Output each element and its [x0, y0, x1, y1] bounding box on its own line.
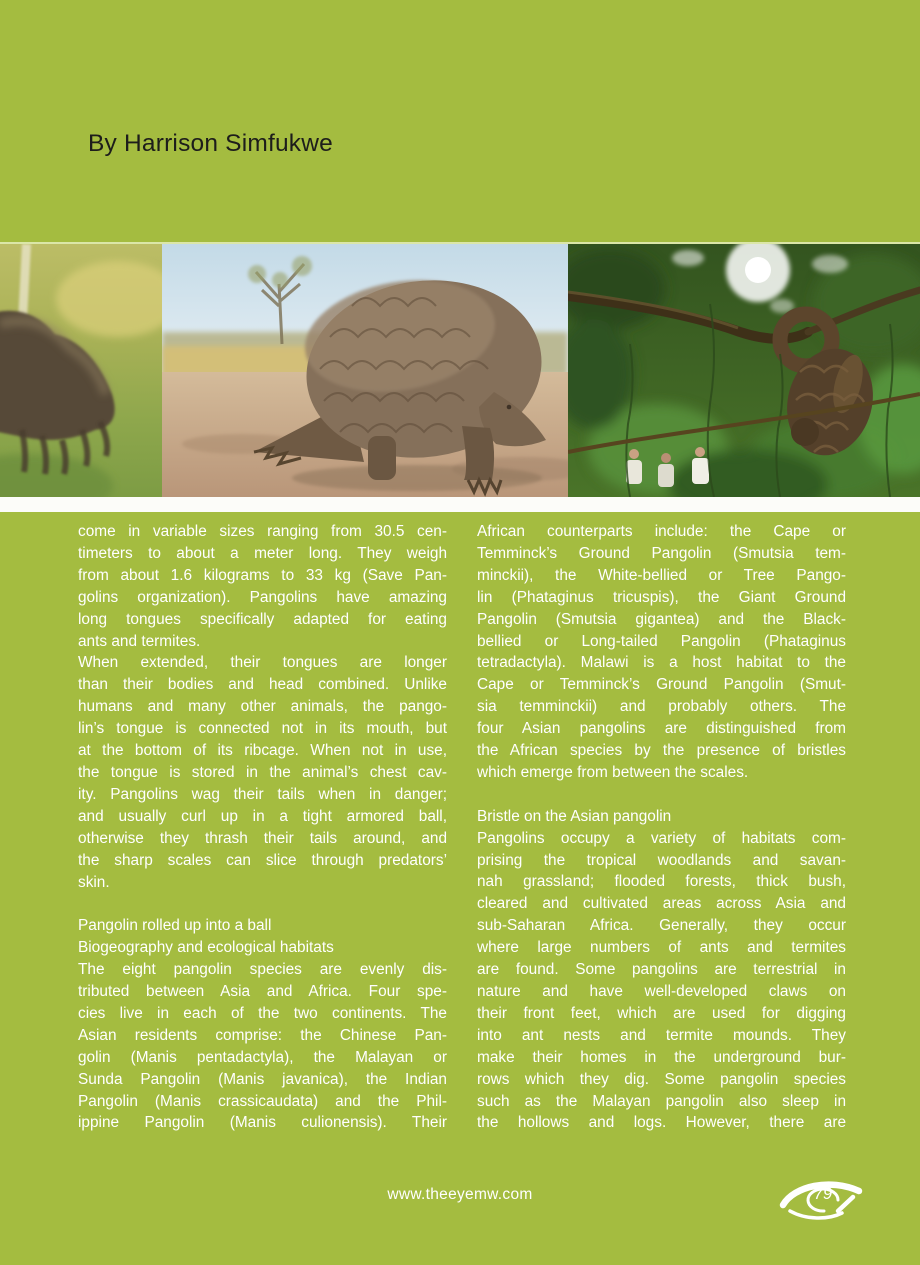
paragraph — [477, 828, 846, 1135]
text-line: Pangolin (Manis crassicaudata) and the Phil- — [78, 1092, 447, 1110]
text-line: come in variable sizes ranging from 30.5 cen- — [78, 523, 447, 540]
text-line: than their bodies and head combined. Unlike — [78, 676, 447, 694]
text-line: ants and termites. — [78, 632, 201, 650]
text-line: otherwise they thrash their tails around, and — [78, 829, 447, 847]
text-line: nature and have well-developed claws on — [477, 983, 846, 1001]
text-line: rows which they dig. Some pangolin species — [477, 1070, 846, 1088]
text-line: the tongue is stored in the animal’s chest cav- — [78, 763, 447, 781]
text-line: Pangolin (Smutsia gigantea) and the Black- — [477, 610, 846, 628]
text-line: skin. — [78, 873, 110, 891]
text-line: minckii), the White-bellied or Tree Pango- — [477, 566, 846, 584]
text-line: ippine Pangolin (Manis culionensis). Their — [78, 1114, 447, 1132]
paragraph — [78, 915, 447, 959]
paragraph — [477, 521, 846, 784]
article-right-column — [477, 521, 846, 1134]
text-line: Pangolin rolled up into a ball — [78, 917, 272, 935]
text-line: into ant nests and termite mounds. They — [477, 1026, 846, 1044]
text-line: prising the tropical woodlands and savan- — [477, 851, 846, 869]
photo-ground-pangolin-walking — [162, 244, 568, 497]
text-line: make their homes in the underground bur- — [477, 1048, 846, 1066]
text-line: ity. Pangolins wag their tails when in danger; — [78, 785, 447, 803]
text-line: Asian residents comprise: the Chinese Pan- — [78, 1026, 447, 1044]
text-line: sub-Saharan Africa. Generally, they occur — [477, 917, 846, 935]
text-line: at the bottom of its ribcage. When not in use, — [78, 742, 447, 760]
text-line: are found. Some pangolins are terrestrial in — [477, 961, 846, 979]
photo-furry-pangolin-tail-in-grass — [0, 244, 162, 497]
text-line: cies live in each of the two continents. The — [78, 1004, 447, 1022]
text-line: golin (Manis pentadactyla), the Malayan or — [78, 1048, 447, 1066]
text-line: lin (Phataginus tricuspis), the Giant Ground — [477, 588, 846, 606]
paragraph — [477, 806, 846, 828]
text-line: Temminck’s Ground Pangolin (Smutsia tem- — [477, 544, 846, 562]
photo-strip — [0, 242, 920, 497]
text-line: which emerge from between the scales. — [477, 763, 749, 781]
text-line: Bristle on the Asian pangolin — [477, 807, 672, 825]
footer-website-url: www.theeyemw.com — [387, 1186, 533, 1203]
text-line: Biogeography and ecological habitats — [78, 939, 334, 957]
photo-divider-band — [0, 497, 920, 512]
text-line: bellied or Long-tailed Pangolin (Phataginus — [477, 632, 846, 650]
text-line: nah grassland; flooded forests, thick bush, — [477, 873, 846, 891]
text-line: their front feet, which are used for digging — [477, 1004, 846, 1022]
text-line: cleared and cultivated areas across Asia and — [477, 895, 846, 913]
text-line: where large numbers of ants and termites — [477, 939, 846, 957]
text-line: humans and many other animals, the pango- — [78, 698, 447, 716]
paragraph — [78, 652, 447, 893]
text-line: Pangolins occupy a variety of habitats com- — [477, 829, 846, 847]
photo-pangolin-hanging-from-branch — [568, 244, 920, 497]
eye-logo — [778, 1176, 868, 1224]
text-line: four Asian pangolins are distinguished from — [477, 720, 846, 738]
text-line: the hollows and logs. However, there are — [477, 1114, 846, 1132]
text-line: and usually curl up in a tight armored ball, — [78, 807, 447, 825]
text-line: The eight pangolin species are evenly dis- — [78, 961, 447, 979]
text-line: long tongues specifically adapted for eating — [78, 610, 447, 628]
text-line: Sunda Pangolin (Manis javanica), the Indian — [78, 1070, 447, 1088]
text-line: the sharp scales can slice through predators’ — [78, 851, 447, 869]
article-body — [78, 521, 846, 1134]
text-line: the African species by the presence of bristles — [477, 742, 846, 760]
text-line: tetradactyla). Malawi is a host habitat to the — [477, 654, 846, 672]
paragraph — [78, 521, 447, 652]
text-line: golins organization). Pangolins have amazing — [78, 588, 447, 606]
byline: By Harrison Simfukwe — [88, 130, 333, 157]
text-line: sia temminckii) and probably others. The — [477, 698, 846, 716]
text-line: tributed between Asia and Africa. Four spe- — [78, 983, 447, 1001]
text-line: lin’s tongue is connected not in its mouth, but — [78, 720, 447, 738]
text-line: timeters to about a meter long. They weigh — [78, 544, 447, 562]
article-left-column — [78, 521, 447, 1134]
text-line: When extended, their tongues are longer — [78, 654, 447, 672]
text-line: such as the Malayan pangolin also sleep in — [477, 1092, 846, 1110]
paragraph — [78, 959, 447, 1134]
page-number: 79 — [813, 1185, 833, 1203]
text-line: from about 1.6 kilograms to 33 kg (Save Pan- — [78, 566, 447, 584]
text-line: African counterparts include: the Cape or — [477, 523, 846, 540]
text-line: Cape or Temminck’s Ground Pangolin (Smut- — [477, 676, 846, 694]
